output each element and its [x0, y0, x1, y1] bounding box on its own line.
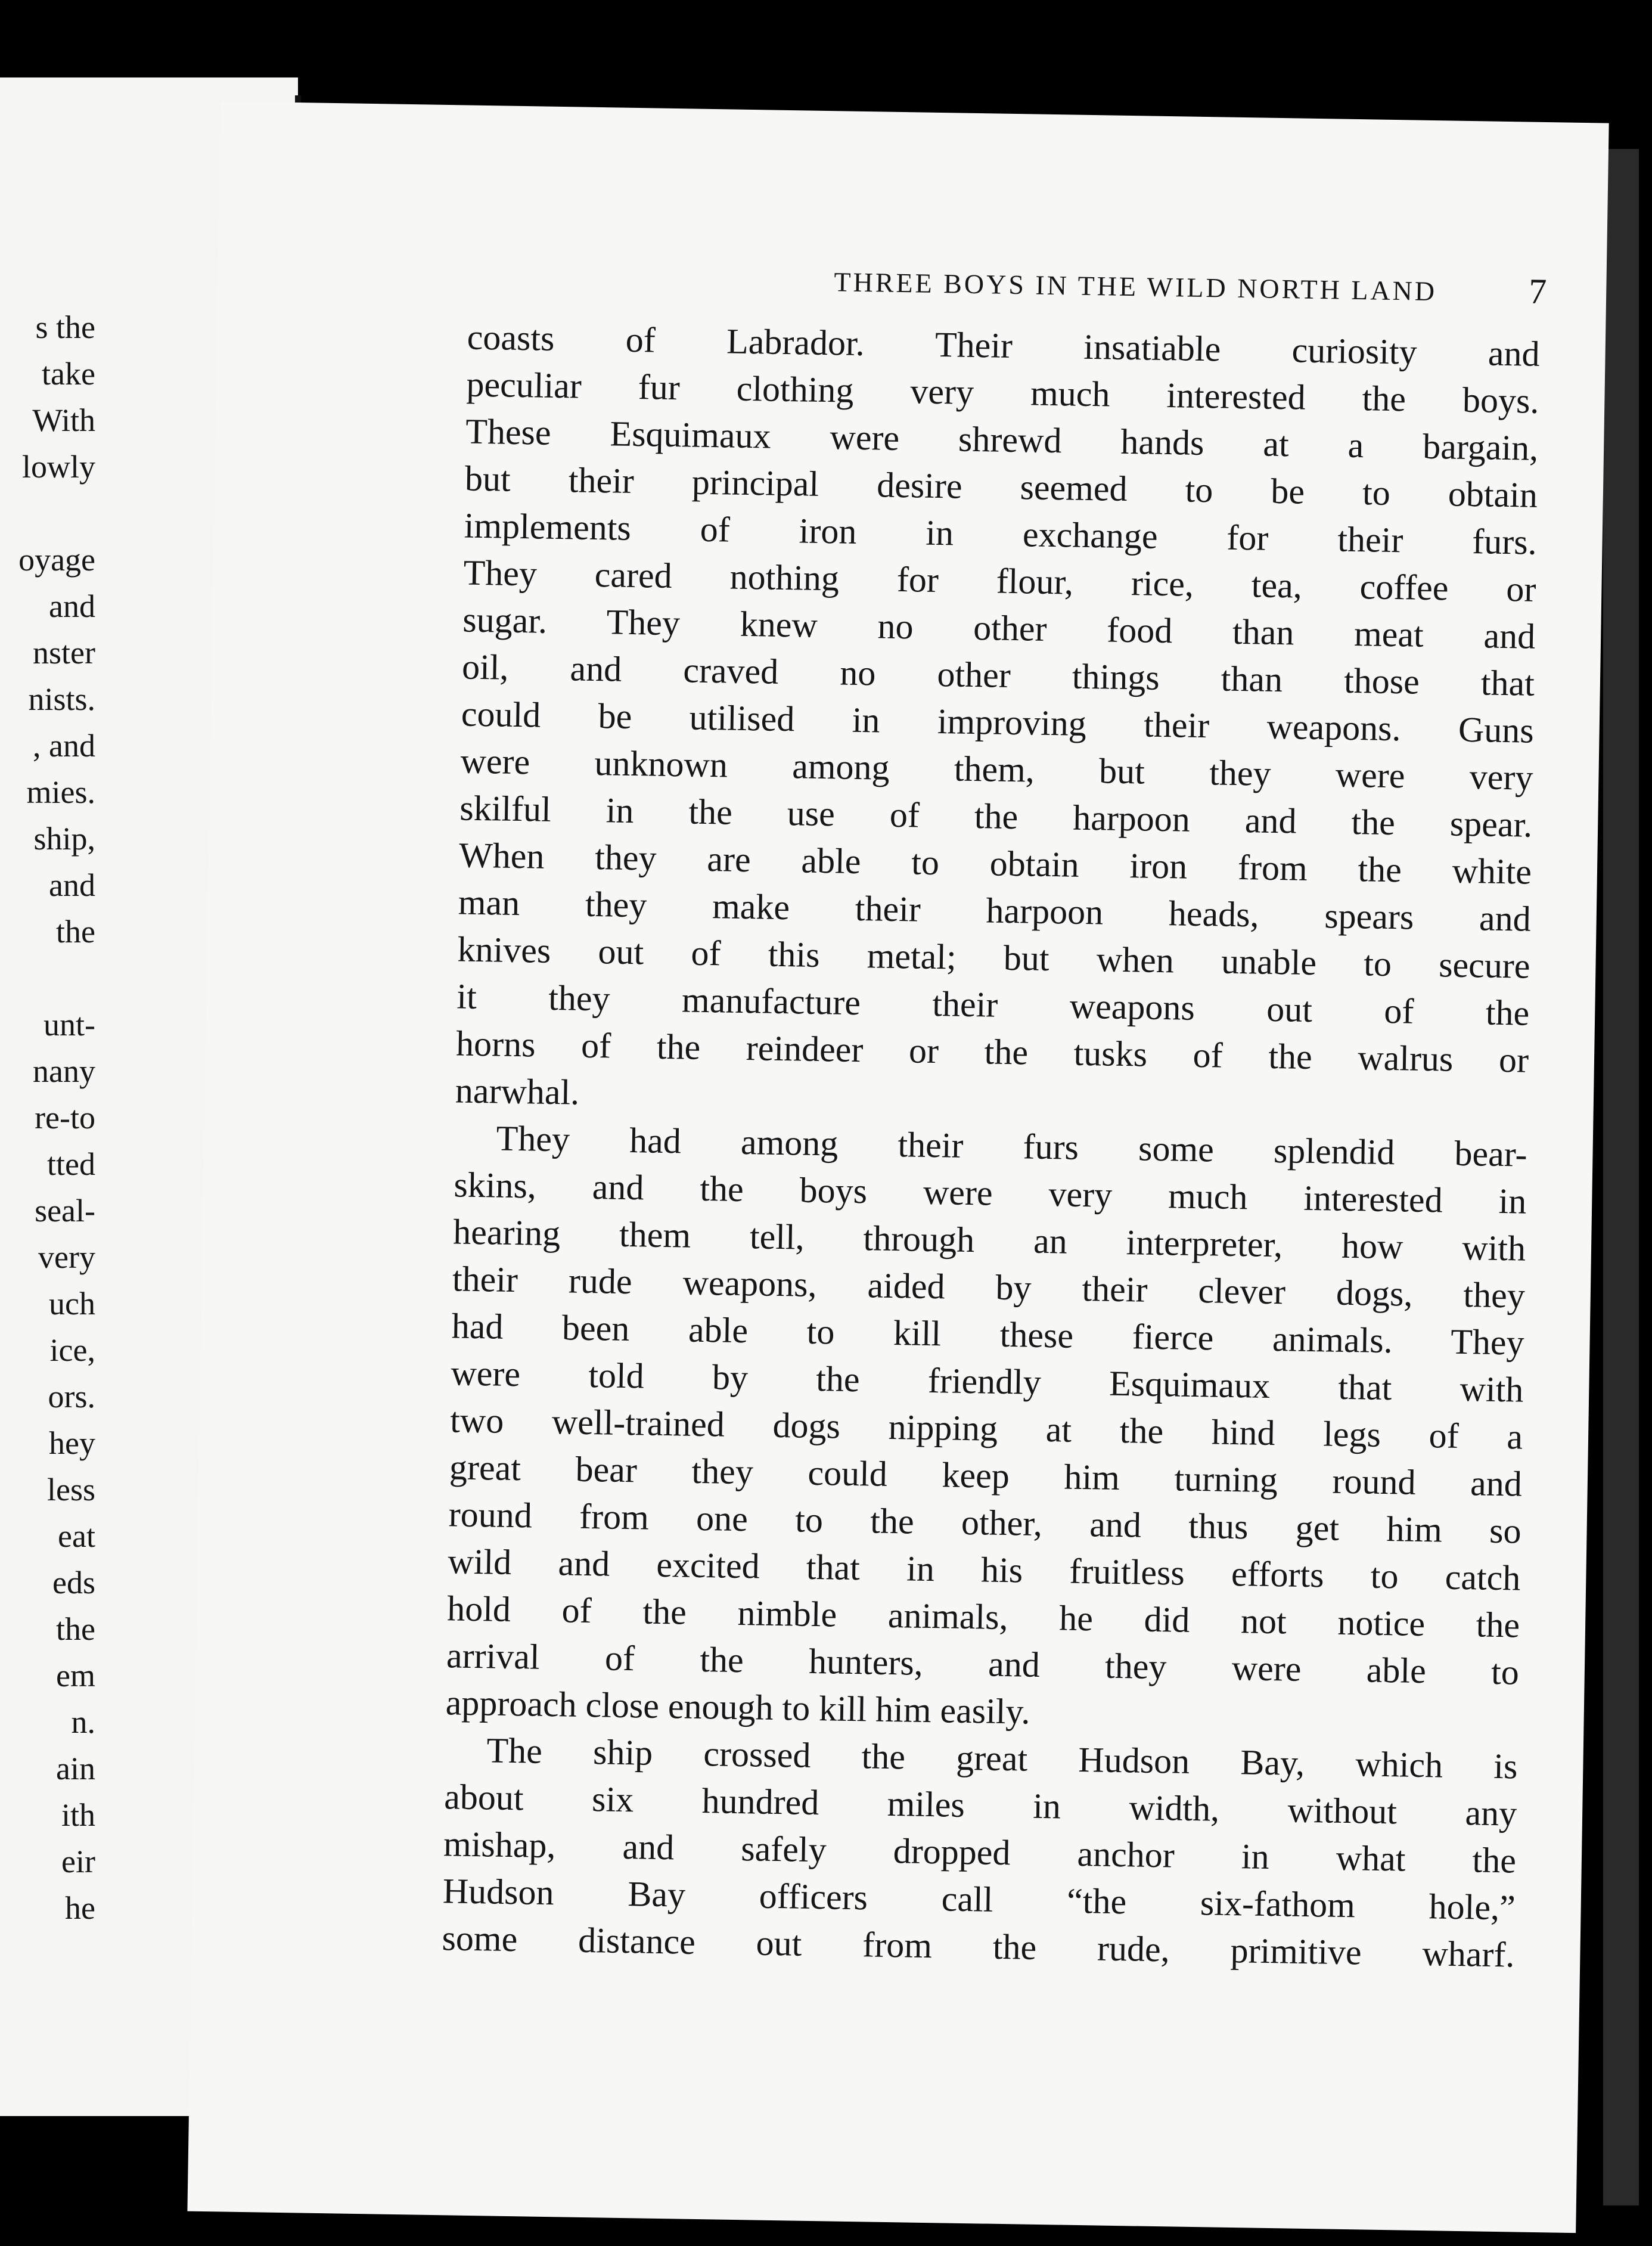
left-fragment-line: nists.	[28, 681, 95, 717]
text-line: implements of iron in exchange for their furs.	[464, 505, 1538, 562]
left-fragment-line: , and	[33, 728, 95, 764]
text-line: it they manufacture their weapons out of the	[456, 976, 1530, 1033]
text-line: had been able to kill these fierce animals. They	[451, 1306, 1525, 1363]
text-line: could be utilised in improving their weapons. Guns	[461, 694, 1535, 750]
text-line: some distance out from the rude, primitive wharf.	[442, 1918, 1515, 1975]
left-fragment-line: re-to	[35, 1100, 95, 1136]
text-line: coasts of Labrador. Their insatiable curiosity and	[467, 317, 1541, 374]
left-fragment-line: and	[49, 588, 95, 624]
left-fragment-line: s the	[35, 309, 95, 345]
text-line: They cared nothing for flour, rice, tea, coffee or	[463, 553, 1536, 609]
text-line: These Esquimaux were shrewd hands at a bargain,	[465, 411, 1539, 468]
left-fragment-line: and	[49, 867, 95, 903]
text-line: oil, and craved no other things than those that	[461, 647, 1535, 703]
text-line: narwhal.	[455, 1071, 580, 1112]
left-fragment-line: seal-	[35, 1193, 95, 1229]
right-page	[187, 101, 1608, 2233]
left-fragment-line: lowly	[21, 449, 95, 485]
body-text	[442, 314, 1540, 1979]
text-line: man they make their harpoon heads, spears and	[458, 882, 1532, 939]
left-fragment-line: tted	[47, 1146, 95, 1182]
text-line: approach close enough to kill him easily.	[445, 1683, 1031, 1732]
text-line: horns of the reindeer or the tusks of the walrus or	[455, 1023, 1529, 1080]
left-fragment-line: eir	[61, 1844, 95, 1879]
left-fragment-line	[0, 955, 95, 1001]
left-fragment-line: he	[65, 1890, 95, 1926]
text-line: hold of the nimble animals, he did not notice the	[446, 1589, 1520, 1645]
text-line: skilful in the use of the harpoon and the spear.	[459, 788, 1533, 845]
left-fragment-line: nster	[33, 635, 95, 671]
binding-edge	[1603, 149, 1639, 2205]
left-fragment-line: eat	[58, 1518, 95, 1554]
text-line: hearing them tell, through an interpreter, how with	[452, 1212, 1526, 1268]
text-line: Hudson Bay officers call “the six-fathom hole,”	[442, 1871, 1516, 1928]
text-line: peculiar fur clothing very much interested the boys.	[466, 364, 1539, 421]
page-number: 7	[1528, 271, 1547, 311]
left-fragment-line: eds	[52, 1565, 95, 1600]
left-fragment-line: ice,	[49, 1332, 95, 1368]
text-line: but their principal desire seemed to be to obtain	[464, 458, 1538, 515]
left-page-fragments	[0, 304, 95, 1931]
left-fragment-line: mies.	[26, 774, 95, 810]
text-line: knives out of this metal; but when unable to secure	[457, 929, 1531, 986]
left-fragment-line: take	[42, 356, 95, 392]
left-fragment-line: oyage	[18, 542, 95, 578]
left-fragment-line: ors.	[48, 1379, 95, 1414]
left-fragment-line: ship,	[33, 821, 95, 857]
text-line: great bear they could keep him turning round and	[449, 1447, 1523, 1504]
text-line: wild and excited that in his fruitless efforts to catch	[448, 1541, 1521, 1598]
text-line: sugar. They knew no other food than meat and	[462, 600, 1536, 656]
text-line: The ship crossed the great Hudson Bay, which is	[486, 1730, 1518, 1786]
left-fragment-line: n.	[71, 1704, 95, 1740]
text-line: skins, and the boys were very much interested in	[453, 1165, 1527, 1221]
text-line: their rude weapons, aided by their clever dogs, they	[452, 1259, 1526, 1316]
text-line: arrival of the hunters, and they were able to	[446, 1636, 1520, 1692]
text-line: two well-trained dogs nipping at the hind legs of a	[449, 1400, 1523, 1457]
left-fragment-line: the	[56, 914, 95, 950]
left-fragment-line: nany	[33, 1053, 95, 1089]
left-fragment-line	[0, 490, 95, 536]
text-line: about six hundred miles in width, without any	[443, 1777, 1517, 1834]
text-line: round from one to the other, and thus get him so	[448, 1494, 1522, 1551]
left-fragment-line: less	[47, 1472, 95, 1507]
left-fragment-line: ith	[61, 1797, 95, 1833]
left-fragment-line: hey	[49, 1425, 95, 1461]
left-fragment-line: the	[56, 1611, 95, 1647]
text-line: were unknown among them, but they were very	[460, 741, 1533, 798]
left-fragment-line: ain	[56, 1751, 95, 1786]
left-fragment-line: With	[32, 402, 95, 438]
text-line: They had among their furs some splendid bear-	[496, 1118, 1528, 1174]
text-line: When they are able to obtain iron from the white	[458, 835, 1532, 892]
text-line: were told by the friendly Esquimaux that with	[451, 1353, 1524, 1410]
left-fragment-line: uch	[49, 1286, 95, 1321]
text-line: mishap, and safely dropped anchor in what the	[443, 1824, 1517, 1881]
running-header: THREE BOYS IN THE WILD NORTH LAND	[834, 266, 1437, 307]
left-fragment-line: unt-	[44, 1007, 95, 1043]
left-fragment-line: very	[38, 1239, 95, 1275]
left-fragment-line: em	[56, 1658, 95, 1693]
